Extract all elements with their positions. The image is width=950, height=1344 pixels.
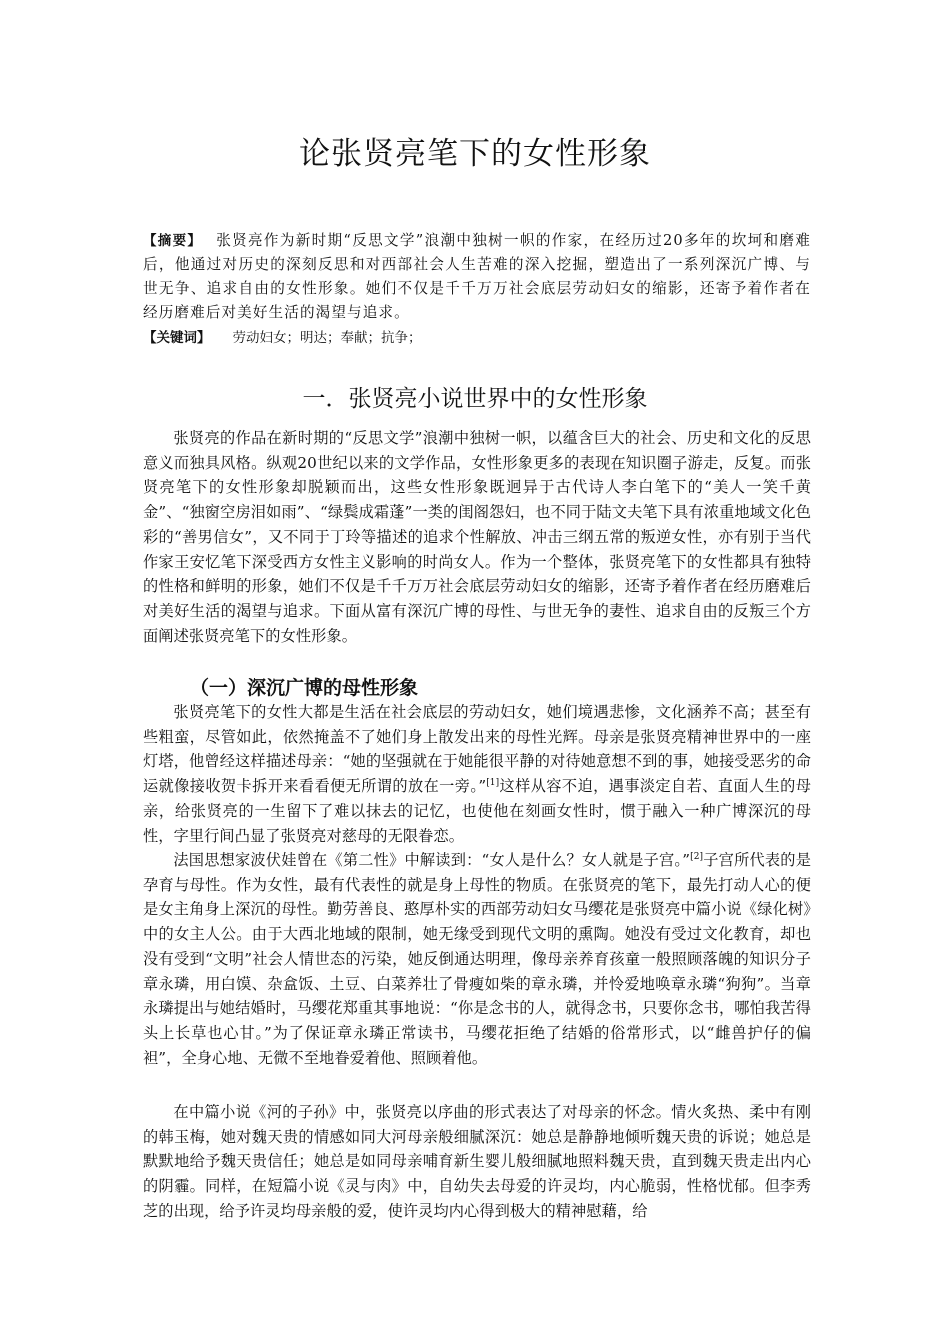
subsection-heading: （一）深沉广博的母性形象 bbox=[190, 677, 419, 699]
keywords-text: 劳动妇女；明达；奉献；抗争； bbox=[232, 330, 422, 346]
paragraph-text: 子宫所代表的是孕育与母性。作为女性，最有代表性的就是身上母性的物质。在张贤亮的笔下，最先打动人心的便是女主角身上深沉的母性。勤劳善良、憨厚朴实的西部劳动妇女马缨花是张贤亮中篇小说《绿化树》中的女主人公。由于大西北地域的限制，她无缘受到现代文明的熏陶。她没有受过文化教育，却也没有受到“文明”社会人情世态的污染，她反倒通达明理，像母亲养育孩童一般照顾落魄的知识分子章永璘，用白馍、杂盒饭、土豆、白菜养壮了骨瘦如柴的章永璘，并怜爱地唤章永璘“狗狗”。当章永璘提出与她结婚时，马缨花郑重其事地说：“你是念书的人，就得念书，只要你念书，哪怕我苦得头上长草也心甘。”为了保证章永璘正常读书，马缨花拒绝了结婚的俗常形式，以“雌兽护仔的偏袒”，全身心地、无微不至地眷爱着他、照顾着他。 bbox=[143, 851, 811, 1067]
abstract-text: 张贤亮作为新时期“反思文学”浪潮中独树一帜的作家，在经历过20多年的坎坷和磨难后，他通过对历史的深刻反思和对西部社会人生苦难的深入挖掘，塑造出了一系列深沉广博、与世无争、追求自由的女性形象。她们不仅是千千万万社会底层劳动妇女的缩影，还寄予着作者在经历磨难后对美好生活的渴望与追求。 bbox=[143, 232, 811, 321]
abstract-label: 【摘要】 bbox=[143, 233, 203, 249]
keywords bbox=[143, 327, 811, 349]
keywords-label: 【关键词】 bbox=[143, 330, 211, 346]
abstract bbox=[143, 229, 811, 325]
section-intro-paragraph: 张贤亮的作品在新时期的“反思文学”浪潮中独树一帜，以蕴含巨大的社会、历史和文化的反思意义而独具风格。纵观20世纪以来的文学作品，女性形象更多的表现在知识圈子游走，反复。而张贤亮笔下的女性形象却脱颖而出，这些女性形象既迥异于古代诗人李白笔下的“美人一笑千黄金”、“独窗空房泪如雨”、“绿鬓成霜蓬”一类的闺阁怨妇，也不同于陆文夫笔下具有浓重地域文化色彩的“善男信女”，又不同于丁玲等描述的追求个性解放、冲击三纲五常的叛逆女性，亦有别于当代作家王安忆笔下深受西方女性主义影响的时尚女人。作为一个整体，张贤亮笔下的女性都具有独特的性格和鲜明的形象，她们不仅是千千万万社会底层劳动妇女的缩影，还寄予着作者在经历磨难后对美好生活的渴望与追求。下面从富有深沉广博的母性、与世无争的妻性、追求自由的反叛三个方面阐述张贤亮笔下的女性形象。 bbox=[143, 429, 811, 645]
body-paragraph bbox=[143, 700, 811, 848]
paragraph-text: 这样从容不迫，遇事淡定自若、直面人生的母亲，给张贤亮的一生留下了难以抹去的记忆，也使他在刻画女性时，惯于融入一种广博深沉的母性，字里行间凸显了张贤亮对慈母的无限眷恋。 bbox=[143, 777, 811, 845]
paragraph-text: 法国思想家波伏娃曾在《第二性》中解读到：“女人是什么？女人就是子宫。” bbox=[173, 851, 691, 869]
body-paragraph: 在中篇小说《河的子孙》中，张贤亮以序曲的形式表达了对母亲的怀念。情火炙热、柔中有刚的韩玉梅，她对魏天贵的情感如同大河母亲般细腻深沉：她总是静静地倾听魏天贵的诉说；她总是默默地给予魏天贵信任；她总是如同母亲哺育新生婴儿般细腻地照料魏天贵，直到魏天贵走出内心的阴霾。同样，在短篇小说《灵与肉》中，自幼失去母爱的许灵均，内心脆弱，性格忧郁。但李秀芝的出现，给予许灵均母亲般的爱，使许灵均内心得到极大的精神慰藉，给 bbox=[143, 1103, 811, 1220]
body-paragraph bbox=[143, 848, 811, 1070]
citation-marker: [1] bbox=[486, 778, 500, 789]
paper-title: 论张贤亮笔下的女性形象 bbox=[299, 136, 651, 172]
paragraph-text: 张贤亮笔下的女性大都是生活在社会底层的劳动妇女，她们境遇悲惨，文化涵养不高；甚至有些粗蛮，尽管如此，依然掩盖不了她们身上散发出来的母性光辉。母亲是张贤亮精神世界中的一座灯塔，他曾经这样描述母亲：“她的坚强就在于她能很平静的对待她意想不到的事，她接受恶劣的命运就像接收贺卡拆开来看看便无所谓的放在一旁。” bbox=[143, 703, 811, 796]
citation-marker: [2] bbox=[690, 852, 704, 862]
section-heading: 一．张贤亮小说世界中的女性形象 bbox=[302, 386, 648, 412]
